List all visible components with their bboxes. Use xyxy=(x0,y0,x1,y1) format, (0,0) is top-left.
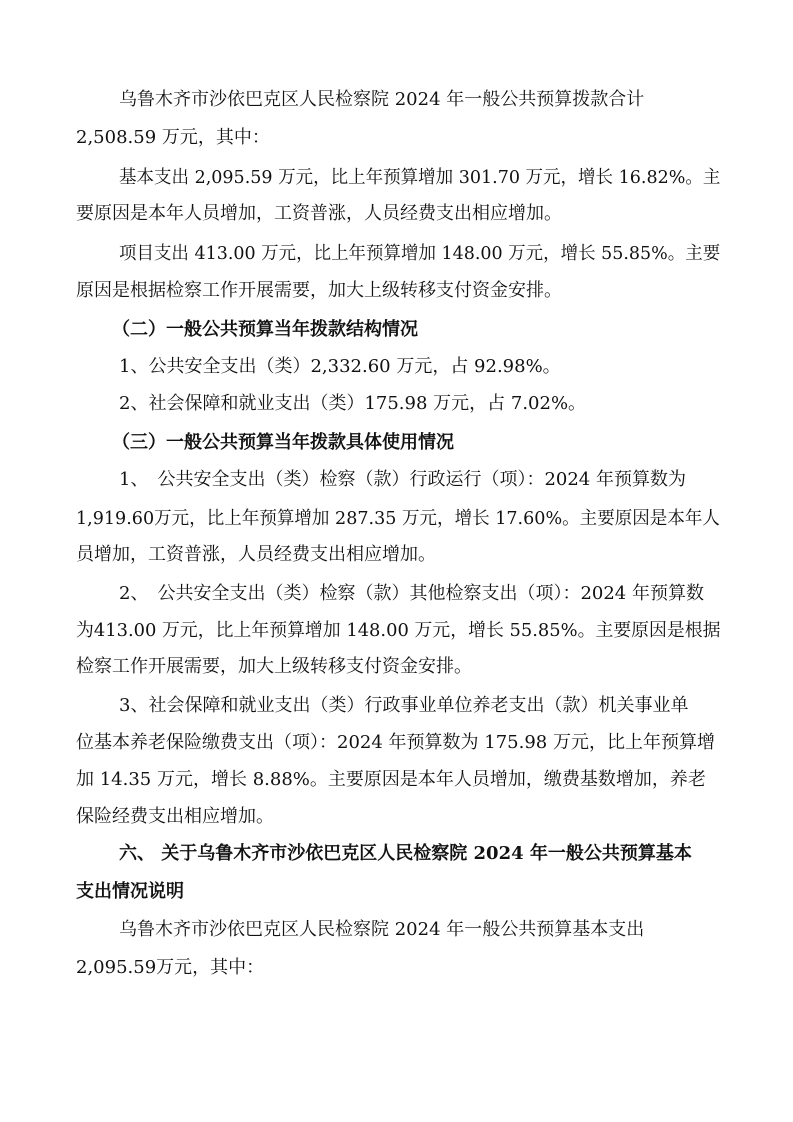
section-heading: （三）一般公共预算当年拨款具体使用情况 xyxy=(112,432,454,453)
paragraph-line: 2,508.59 万元，其中： xyxy=(76,127,270,148)
paragraph-line: 保险经费支出相应增加。 xyxy=(76,806,274,827)
paragraph-line: 2,095.59万元，其中： xyxy=(76,957,265,978)
section-heading: （二）一般公共预算当年拨款结构情况 xyxy=(112,319,418,340)
paragraph-line: 项目支出 413.00 万元，比上年预算增加 148.00 万元，增长 55.85%。主要 xyxy=(119,243,721,264)
section-heading: 六、 关于乌鲁木齐市沙依巴克区人民检察院 2024 年一般公共预算基本 xyxy=(119,843,692,864)
paragraph-line: 员增加，工资普涨，人员经费支出相应增加。 xyxy=(76,544,436,565)
paragraph-line: 要原因是本年人员增加，工资普涨，人员经费支出相应增加。 xyxy=(76,203,562,224)
paragraph-line: 1、 公共安全支出（类）检察（款）行政运行（项）：2024 年预算数为 xyxy=(119,469,686,490)
paragraph-line: 加 14.35 万元，增长 8.88%。主要原因是本年人员增加，缴费基数增加，养老 xyxy=(76,769,706,790)
paragraph-line: 3、社会保障和就业支出（类）行政事业单位养老支出（款）机关事业单 xyxy=(119,695,689,716)
paragraph-line: 检察工作开展需要，加大上级转移支付资金安排。 xyxy=(76,656,472,677)
paragraph-line: 位基本养老保险缴费支出（项）：2024 年预算数为 175.98 万元，比上年预算增 xyxy=(76,732,715,753)
paragraph-line: 为413.00 万元，比上年预算增加 148.00 万元，增长 55.85%。主要原因是根据 xyxy=(76,620,721,641)
paragraph-line: 乌鲁木齐市沙依巴克区人民检察院 2024 年一般公共预算基本支出 xyxy=(119,919,645,940)
section-heading: 支出情况说明 xyxy=(76,881,184,902)
paragraph-line: 原因是根据检察工作开展需要，加大上级转移支付资金安排。 xyxy=(76,280,562,301)
paragraph-line: 2、 公共安全支出（类）检察（款）其他检察支出（项）：2024 年预算数 xyxy=(119,583,704,604)
paragraph-line: 1、公共安全支出（类）2,332.60 万元，占 92.98%。 xyxy=(119,356,561,377)
paragraph-line: 基本支出 2,095.59 万元，比上年预算增加 301.70 万元，增长 16.82%。主 xyxy=(119,167,721,188)
paragraph-line: 2、社会保障和就业支出（类）175.98 万元，占 7.02%。 xyxy=(119,393,587,414)
paragraph-line: 1,919.60万元，比上年预算增加 287.35 万元，增长 17.60%。主要原因是本年人 xyxy=(76,508,720,529)
paragraph-line: 乌鲁木齐市沙依巴克区人民检察院 2024 年一般公共预算拨款合计 xyxy=(119,89,645,110)
